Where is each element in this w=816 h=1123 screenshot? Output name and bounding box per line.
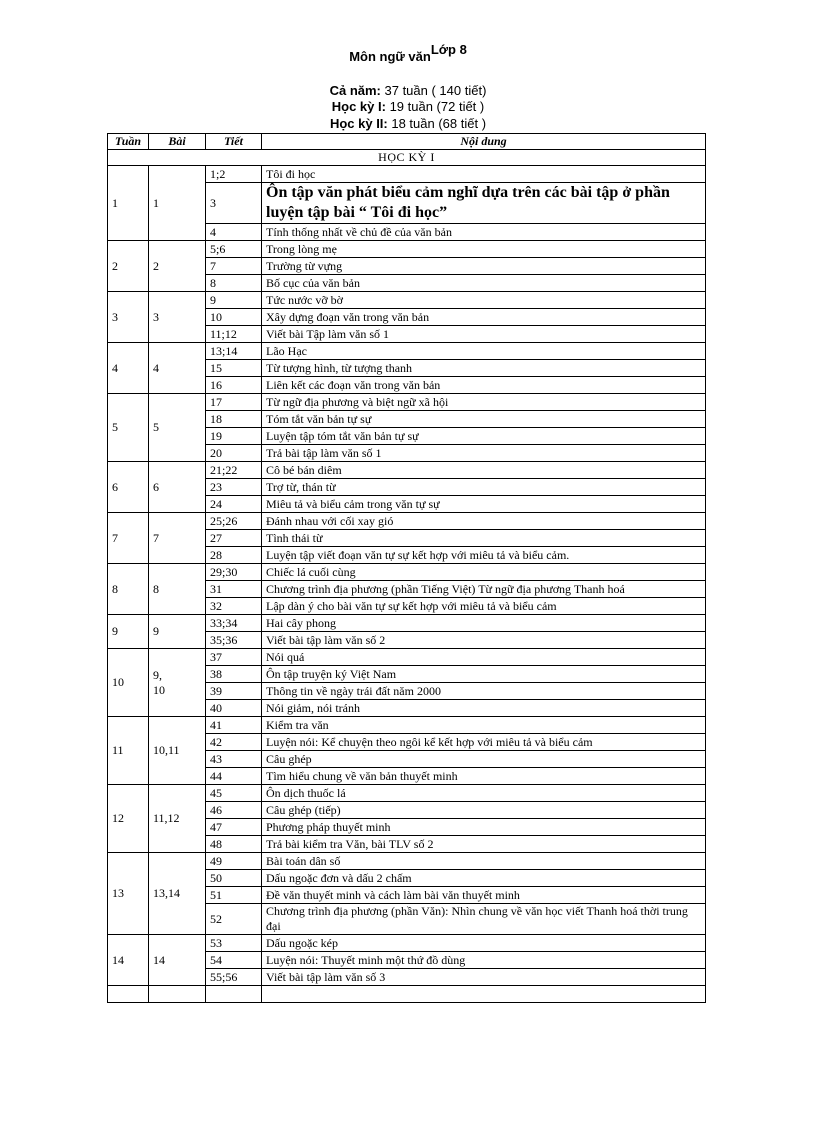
content-cell: Từ ngữ địa phương và biệt ngữ xã hội: [262, 394, 706, 411]
period-cell: 13;14: [206, 343, 262, 360]
period-cell: 54: [206, 952, 262, 969]
content-cell: Trường từ vựng: [262, 258, 706, 275]
semester-row: [108, 150, 706, 166]
content-cell: Đánh nhau với cối xay gió: [262, 513, 706, 530]
page-title: [0, 42, 816, 64]
semester1-label: Học kỳ I:: [331, 99, 386, 114]
content-cell: Ôn tập truyện ký Việt Nam: [262, 666, 706, 683]
period-cell: 11;12: [206, 326, 262, 343]
content-cell: Chương trình địa phương (phần Văn): Nhìn chung về văn học viết Thanh hoá thời trung đại: [262, 904, 706, 935]
content-cell: Cô bé bán diêm: [262, 462, 706, 479]
period-cell: 40: [206, 700, 262, 717]
content-cell: Trong lòng mẹ: [262, 241, 706, 258]
period-cell: 5;6: [206, 241, 262, 258]
column-header-lesson: Bài: [149, 134, 206, 150]
semester2-info: [0, 116, 816, 131]
period-cell: 46: [206, 802, 262, 819]
week-cell: 14: [108, 935, 149, 986]
lesson-cell: 13,14: [149, 853, 206, 935]
content-cell: Phương pháp thuyết minh: [262, 819, 706, 836]
content-cell: Xây dựng đoạn văn trong văn bản: [262, 309, 706, 326]
period-cell: 17: [206, 394, 262, 411]
week-cell: [108, 986, 149, 1003]
period-cell: 18: [206, 411, 262, 428]
content-cell: Ôn dịch thuốc lá: [262, 785, 706, 802]
period-cell: 33;34: [206, 615, 262, 632]
table-row: [108, 462, 706, 479]
lesson-cell: [149, 986, 206, 1003]
content-cell: Viết bài tập làm văn số 3: [262, 969, 706, 986]
period-cell: 50: [206, 870, 262, 887]
week-cell: 8: [108, 564, 149, 615]
week-cell: 7: [108, 513, 149, 564]
period-cell: 44: [206, 768, 262, 785]
period-cell: 8: [206, 275, 262, 292]
content-cell: Tôi đi học: [262, 166, 706, 183]
content-cell: Câu ghép (tiếp): [262, 802, 706, 819]
period-cell: 1;2: [206, 166, 262, 183]
table-row: [108, 615, 706, 632]
week-cell: 2: [108, 241, 149, 292]
year-info: [0, 83, 816, 98]
period-cell: [206, 986, 262, 1003]
period-cell: 31: [206, 581, 262, 598]
content-cell: [262, 986, 706, 1003]
period-cell: 21;22: [206, 462, 262, 479]
year-value: 37 tuần ( 140 tiết): [380, 83, 487, 98]
table-row: [108, 394, 706, 411]
period-cell: 39: [206, 683, 262, 700]
content-cell: Miêu tả và biểu cảm trong văn tự sự: [262, 496, 706, 513]
period-cell: 55;56: [206, 969, 262, 986]
lesson-cell: 4: [149, 343, 206, 394]
period-cell: 35;36: [206, 632, 262, 649]
content-cell: Chương trình địa phương (phần Tiếng Việt) Từ ngữ địa phương Thanh hoá: [262, 581, 706, 598]
lesson-cell: 11,12: [149, 785, 206, 853]
column-header-week: Tuần: [108, 134, 149, 150]
period-cell: 29;30: [206, 564, 262, 581]
content-cell: Trợ từ, thán từ: [262, 479, 706, 496]
content-cell: Ôn tập văn phát biểu cảm nghĩ dựa trên các bài tập ở phần luyện tập bài “ Tôi đi học”: [262, 183, 706, 224]
content-cell: Tính thống nhất về chủ đề của văn bản: [262, 224, 706, 241]
period-cell: 38: [206, 666, 262, 683]
table-row: [108, 986, 706, 1003]
table-row: [108, 564, 706, 581]
week-cell: 9: [108, 615, 149, 649]
subject-title: Môn ngữ văn: [349, 49, 431, 64]
content-cell: Luyện nói: Kể chuyện theo ngôi kể kết hợp với miêu tả và biểu cảm: [262, 734, 706, 751]
period-cell: 7: [206, 258, 262, 275]
table-row: [108, 513, 706, 530]
curriculum-table: [107, 133, 706, 1003]
table-row: [108, 853, 706, 870]
period-cell: 15: [206, 360, 262, 377]
period-cell: 25;26: [206, 513, 262, 530]
content-cell: Luyện tập tóm tắt văn bản tự sự: [262, 428, 706, 445]
table-row: [108, 649, 706, 666]
period-cell: 28: [206, 547, 262, 564]
period-cell: 19: [206, 428, 262, 445]
period-cell: 45: [206, 785, 262, 802]
table-row: [108, 935, 706, 952]
lesson-cell: 3: [149, 292, 206, 343]
period-cell: 27: [206, 530, 262, 547]
period-cell: 53: [206, 935, 262, 952]
period-cell: 23: [206, 479, 262, 496]
period-cell: 3: [206, 183, 262, 224]
lesson-cell: 6: [149, 462, 206, 513]
content-cell: Lập dàn ý cho bài văn tự sự kết hợp với miêu tả và biểu cảm: [262, 598, 706, 615]
content-cell: Dấu ngoặc kép: [262, 935, 706, 952]
column-header-content: Nội dung: [262, 134, 706, 150]
period-cell: 32: [206, 598, 262, 615]
table-row: [108, 166, 706, 183]
period-cell: 20: [206, 445, 262, 462]
period-cell: 37: [206, 649, 262, 666]
content-cell: Liên kết các đoạn văn trong văn bản: [262, 377, 706, 394]
content-cell: Trả bài tập làm văn số 1: [262, 445, 706, 462]
content-cell: Từ tượng hình, từ tượng thanh: [262, 360, 706, 377]
content-cell: Tình thái từ: [262, 530, 706, 547]
content-cell: Nói quá: [262, 649, 706, 666]
period-cell: 52: [206, 904, 262, 935]
content-cell: Viết bài tập làm văn số 2: [262, 632, 706, 649]
content-cell: Tóm tắt văn bản tự sự: [262, 411, 706, 428]
period-cell: 49: [206, 853, 262, 870]
period-cell: 9: [206, 292, 262, 309]
content-cell: Câu ghép: [262, 751, 706, 768]
year-label: Cả năm:: [329, 83, 381, 98]
week-cell: 3: [108, 292, 149, 343]
week-cell: 5: [108, 394, 149, 462]
period-cell: 43: [206, 751, 262, 768]
semester1-info: [0, 99, 816, 114]
table-row: [108, 241, 706, 258]
lesson-cell: 10,11: [149, 717, 206, 785]
content-cell: Thông tin về ngày trái đất năm 2000: [262, 683, 706, 700]
content-cell: Lão Hạc: [262, 343, 706, 360]
content-cell: Đề văn thuyết minh và cách làm bài văn thuyết minh: [262, 887, 706, 904]
lesson-cell: 14: [149, 935, 206, 986]
lesson-cell: 8: [149, 564, 206, 615]
period-cell: 16: [206, 377, 262, 394]
period-cell: 41: [206, 717, 262, 734]
content-cell: Luyện nói: Thuyết minh một thứ đồ dùng: [262, 952, 706, 969]
semester2-label: Học kỳ II:: [329, 116, 388, 131]
semester2-value: 18 tuần (68 tiết ): [387, 116, 487, 131]
semester-heading: HỌC KỲ I: [108, 150, 706, 166]
week-cell: 1: [108, 166, 149, 241]
week-cell: 13: [108, 853, 149, 935]
semester1-value: 19 tuần (72 tiết ): [385, 99, 485, 114]
table-row: [108, 343, 706, 360]
table-body: [108, 150, 706, 1003]
table-row: [108, 292, 706, 309]
period-cell: 51: [206, 887, 262, 904]
period-cell: 48: [206, 836, 262, 853]
table-header-row: [108, 134, 706, 150]
lesson-cell: 9: [149, 615, 206, 649]
content-cell: Hai cây phong: [262, 615, 706, 632]
week-cell: 11: [108, 717, 149, 785]
content-cell: Nói giảm, nói tránh: [262, 700, 706, 717]
lesson-cell: 1: [149, 166, 206, 241]
week-cell: 6: [108, 462, 149, 513]
period-cell: 47: [206, 819, 262, 836]
period-cell: 24: [206, 496, 262, 513]
content-cell: Dấu ngoặc đơn và dấu 2 chấm: [262, 870, 706, 887]
lesson-cell: 5: [149, 394, 206, 462]
grade-title: Lớp 8: [430, 42, 467, 57]
table-row: [108, 717, 706, 734]
lesson-cell: 2: [149, 241, 206, 292]
content-cell: Kiểm tra văn: [262, 717, 706, 734]
column-header-period: Tiết: [206, 134, 262, 150]
content-cell: Bài toán dân số: [262, 853, 706, 870]
period-cell: 42: [206, 734, 262, 751]
content-cell: Viết bài Tập làm văn số 1: [262, 326, 706, 343]
content-cell: Tức nước vỡ bờ: [262, 292, 706, 309]
content-cell: Bố cục của văn bản: [262, 275, 706, 292]
lesson-cell: 9, 10: [149, 649, 206, 717]
lesson-cell: 7: [149, 513, 206, 564]
content-cell: Luyện tập viết đoạn văn tự sự kết hợp với miêu tả và biểu cảm.: [262, 547, 706, 564]
week-cell: 12: [108, 785, 149, 853]
content-cell: Tìm hiểu chung về văn bản thuyết minh: [262, 768, 706, 785]
week-cell: 4: [108, 343, 149, 394]
table-row: [108, 785, 706, 802]
period-cell: 10: [206, 309, 262, 326]
week-cell: 10: [108, 649, 149, 717]
content-cell: Chiếc lá cuối cùng: [262, 564, 706, 581]
content-cell: Trả bài kiểm tra Văn, bài TLV số 2: [262, 836, 706, 853]
period-cell: 4: [206, 224, 262, 241]
